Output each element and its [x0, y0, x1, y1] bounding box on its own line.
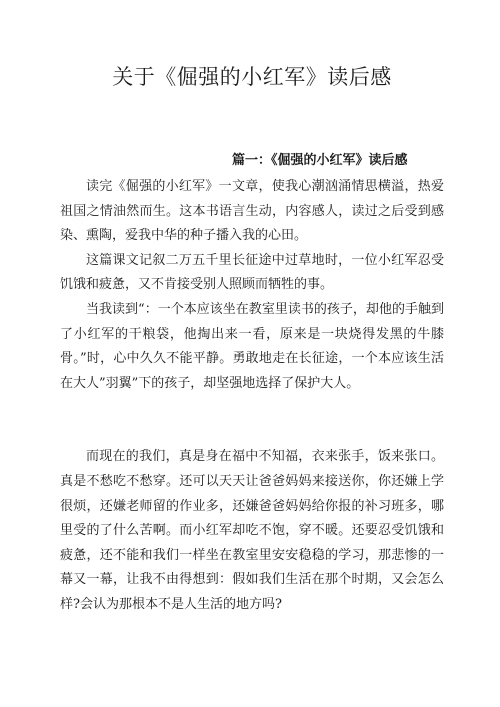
- paragraph-4: 而现在的我们，真是身在福中不知福，衣来张手，饭来张口。真是不愁吃不愁穿。还可以天天让爸爸妈妈来接送你，你还嫌上学很烦，还嫌老师留的作业多，还嫌爸爸妈妈给你报的补习班多，哪里受的了什么苦啊。而小红军却吃不饱，穿不暖。还要忍受饥饿和疲惫，还不能和我们一样坐在教室里安安稳稳的学习，那悲惨的一幕又一幕，让我不由得想到：假如我们生活在那个时期，又会怎么样?会认为那根本不是人生活的地方吗?: [60, 449, 444, 612]
- section-heading: 篇一：《倔强的小红军》读后感: [232, 153, 408, 168]
- document-title: 关于《倔强的小红军》读后感: [112, 65, 392, 89]
- paragraph-gap: [60, 396, 444, 445]
- paragraph-2: 这篇课文记叙二万五千里长征途中过草地时，一位小红军忍受饥饿和疲惫，又不肯接受别人照顾而牺牲的事。: [60, 252, 444, 293]
- paragraph-3: 当我读到“：一个本应该坐在教室里读书的孩子，却他的手触到了小红军的干粮袋，他掏出来一看，原来是一块烧得发黑的牛膝骨。”时，心中久久不能平静。勇敢地走在长征途，一个本应该生活在大人”羽翼”下的孩子，却坚强地选择了保护大人。: [60, 301, 444, 391]
- paragraph-1: 读完《倔强的小红军》一文章，使我心潮汹涌情思横溢，热爱祖国之情油然而生。这本书语言生动，内容感人，读过之后受到感染、熏陶，爱我中华的种子播入我的心田。: [60, 179, 444, 244]
